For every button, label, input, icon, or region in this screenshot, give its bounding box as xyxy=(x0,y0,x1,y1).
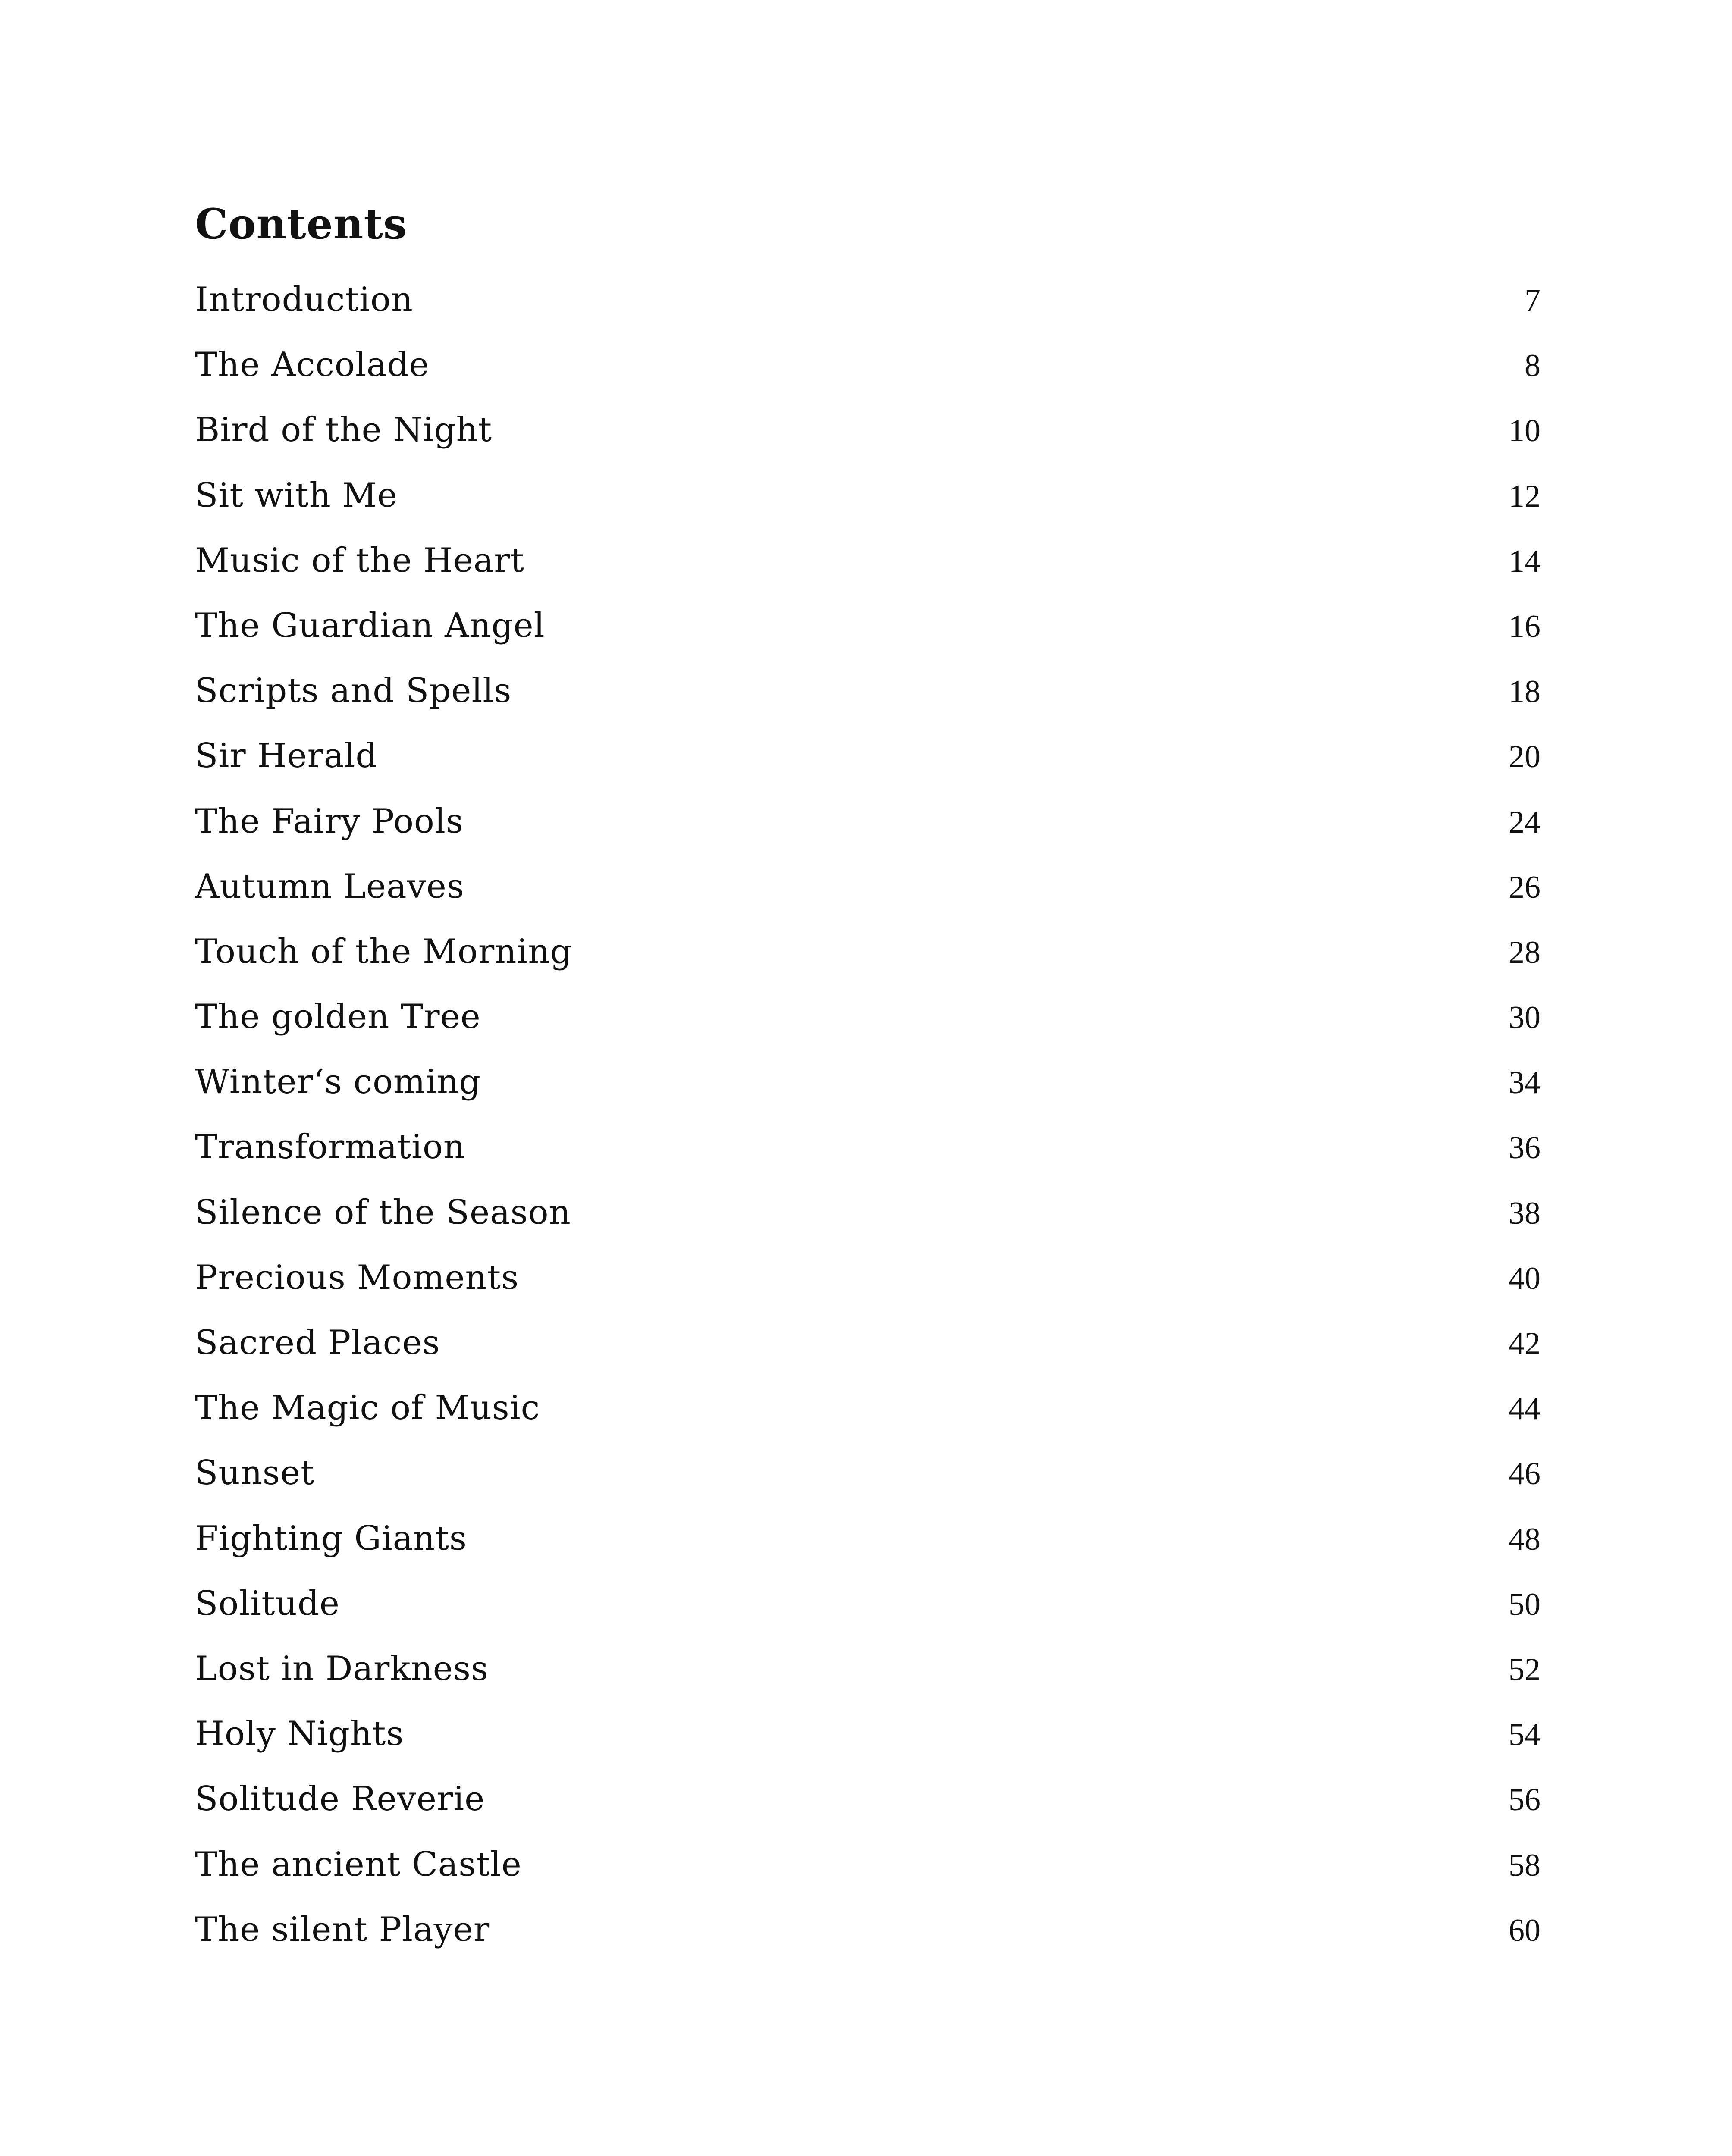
toc-entry[interactable] xyxy=(195,1382,1541,1447)
toc-entry[interactable] xyxy=(195,535,1541,600)
toc-entry[interactable] xyxy=(195,404,1541,469)
toc-entry-title: The silent Player xyxy=(195,1910,490,1949)
toc-entry-title: Silence of the Season xyxy=(195,1193,571,1232)
toc-entry-title: Sir Herald xyxy=(195,736,378,776)
table-of-contents xyxy=(195,274,1541,1969)
toc-entry-title: Scripts and Spells xyxy=(195,671,512,711)
toc-entry-page-number: 44 xyxy=(1509,1391,1541,1427)
toc-entry-page-number: 56 xyxy=(1509,1782,1541,1818)
toc-entry[interactable] xyxy=(195,339,1541,404)
toc-entry-title: The Fairy Pools xyxy=(195,802,464,841)
toc-entry[interactable] xyxy=(195,1643,1541,1708)
toc-entry[interactable] xyxy=(195,1056,1541,1121)
toc-entry-page-number: 7 xyxy=(1525,283,1541,318)
toc-entry-page-number: 58 xyxy=(1509,1847,1541,1883)
toc-entry-title: Touch of the Morning xyxy=(195,932,572,971)
toc-entry-page-number: 24 xyxy=(1509,804,1541,840)
toc-entry[interactable] xyxy=(195,926,1541,991)
toc-entry-title: Fighting Giants xyxy=(195,1519,467,1558)
toc-entry-page-number: 48 xyxy=(1509,1521,1541,1557)
toc-entry-page-number: 54 xyxy=(1509,1717,1541,1753)
toc-entry-title: The Magic of Music xyxy=(195,1388,540,1428)
toc-entry-page-number: 12 xyxy=(1509,478,1541,514)
toc-entry[interactable] xyxy=(195,665,1541,730)
toc-entry-title: Precious Moments xyxy=(195,1258,519,1297)
toc-entry-page-number: 16 xyxy=(1509,608,1541,644)
toc-entry-page-number: 30 xyxy=(1509,1000,1541,1036)
toc-entry-title: Winter‘s coming xyxy=(195,1062,481,1102)
toc-entry-title: The Guardian Angel xyxy=(195,606,545,645)
toc-entry[interactable] xyxy=(195,796,1541,861)
toc-entry-page-number: 40 xyxy=(1509,1260,1541,1296)
toc-entry-title: Transformation xyxy=(195,1128,466,1167)
toc-entry-title: Sunset xyxy=(195,1454,315,1493)
toc-entry[interactable] xyxy=(195,1708,1541,1773)
toc-entry[interactable] xyxy=(195,1187,1541,1252)
page-title: Contents xyxy=(195,200,407,248)
toc-entry-page-number: 10 xyxy=(1509,413,1541,449)
toc-entry[interactable] xyxy=(195,991,1541,1056)
toc-entry-title: Solitude xyxy=(195,1584,340,1623)
toc-entry-title: Music of the Heart xyxy=(195,541,525,580)
toc-entry-title: Autumn Leaves xyxy=(195,867,464,906)
toc-entry[interactable] xyxy=(195,1447,1541,1512)
toc-entry-page-number: 38 xyxy=(1509,1195,1541,1231)
toc-entry-page-number: 18 xyxy=(1509,674,1541,710)
toc-entry[interactable] xyxy=(195,1839,1541,1904)
toc-entry[interactable] xyxy=(195,1904,1541,1969)
toc-entry-title: Solitude Reverie xyxy=(195,1780,485,1819)
toc-entry-page-number: 26 xyxy=(1509,869,1541,905)
toc-entry-page-number: 46 xyxy=(1509,1456,1541,1492)
toc-entry-page-number: 60 xyxy=(1509,1912,1541,1948)
toc-entry-page-number: 20 xyxy=(1509,739,1541,775)
toc-entry-page-number: 50 xyxy=(1509,1586,1541,1622)
toc-entry[interactable] xyxy=(195,861,1541,926)
toc-entry-page-number: 8 xyxy=(1525,348,1541,384)
toc-entry-page-number: 52 xyxy=(1509,1651,1541,1687)
toc-entry-title: The golden Tree xyxy=(195,997,481,1037)
toc-entry-title: The Accolade xyxy=(195,345,430,385)
toc-entry-page-number: 36 xyxy=(1509,1130,1541,1166)
toc-entry[interactable] xyxy=(195,1513,1541,1578)
toc-entry[interactable] xyxy=(195,1317,1541,1382)
toc-entry-page-number: 14 xyxy=(1509,543,1541,579)
toc-entry[interactable] xyxy=(195,730,1541,795)
toc-entry[interactable] xyxy=(195,1121,1541,1186)
toc-entry-page-number: 28 xyxy=(1509,934,1541,970)
toc-entry[interactable] xyxy=(195,600,1541,665)
toc-entry-title: Holy Nights xyxy=(195,1714,404,1754)
toc-entry-title: Lost in Darkness xyxy=(195,1649,489,1688)
toc-entry[interactable] xyxy=(195,1252,1541,1317)
toc-entry[interactable] xyxy=(195,470,1541,535)
toc-entry-title: Bird of the Night xyxy=(195,411,493,450)
toc-entry-page-number: 34 xyxy=(1509,1065,1541,1101)
toc-entry[interactable] xyxy=(195,1578,1541,1643)
toc-entry-title: Sit with Me xyxy=(195,476,398,515)
toc-entry[interactable] xyxy=(195,274,1541,339)
toc-entry[interactable] xyxy=(195,1773,1541,1838)
toc-entry-title: Sacred Places xyxy=(195,1323,440,1362)
toc-entry-title: Introduction xyxy=(195,280,413,319)
toc-entry-title: The ancient Castle xyxy=(195,1845,522,1884)
toc-entry-page-number: 42 xyxy=(1509,1326,1541,1361)
